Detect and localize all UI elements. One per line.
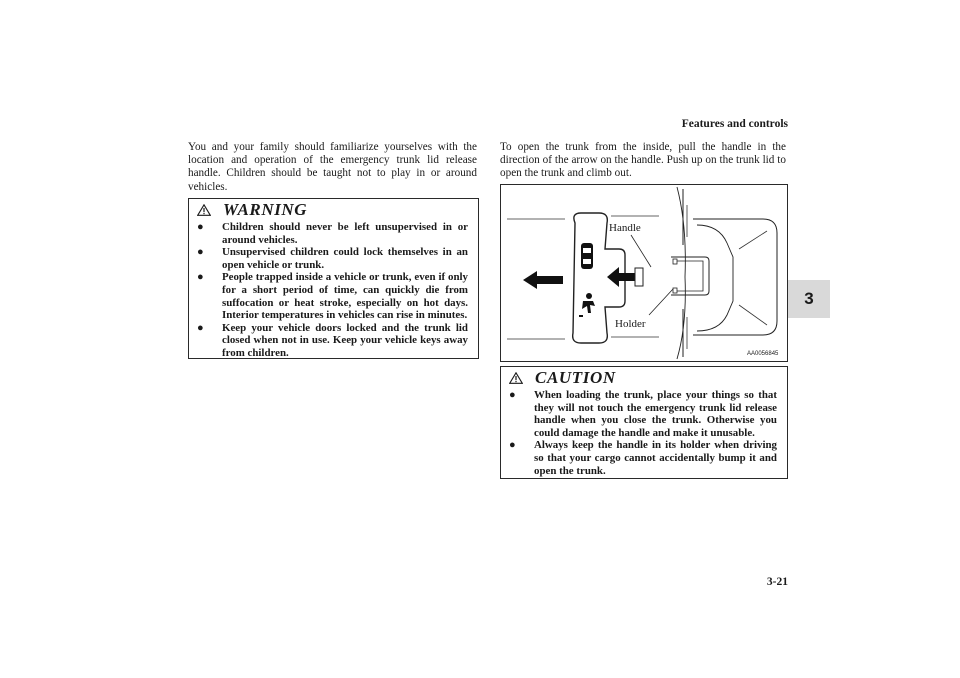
bullet-icon: ● (509, 389, 516, 401)
page-header: Features and controls (681, 118, 788, 130)
car-trunk-glyph-icon (581, 243, 593, 269)
intro-paragraph: You and your family should familiarize yourselves with the location and operation of the emergency trunk lid release handle. Children should be taught not to play in or around vehicles. (188, 141, 477, 193)
warning-list (189, 221, 478, 366)
right-column (500, 141, 786, 181)
warning-title: WARNING (223, 200, 308, 219)
caution-item: ● When loading the trunk, place your things so that they will not touch the emergency trunk lid release handle when you close the trunk. Otherwise you could damage the handle and make it unusable. (509, 389, 777, 439)
bullet-icon: ● (197, 271, 204, 284)
warning-title-bar (189, 199, 478, 221)
caution-box (500, 366, 788, 479)
warning-triangle-icon (509, 372, 523, 384)
bullet-icon: ● (197, 221, 204, 233)
caution-title-bar (501, 367, 787, 389)
caution-list (501, 389, 787, 483)
warning-box (188, 198, 479, 359)
warning-item: ● Keep your vehicle doors locked and the trunk lid closed when not in use. Keep your vehicle keys away from children. (197, 321, 468, 359)
pull-direction-arrow-icon (523, 271, 563, 289)
figure-code: AA0056845 (747, 351, 779, 357)
caution-title: CAUTION (535, 368, 616, 387)
trunk-release-figure (500, 184, 788, 362)
warning-item: ● People trapped inside a vehicle or trunk, even if only for a short period of time, can quickly die from suffocation or heat stroke, especially on hot days. Interior temperatures in vehicles can rise in minutes. (197, 271, 468, 322)
bullet-icon: ● (197, 246, 204, 259)
warning-item: ● Unsupervised children could lock themselves in an open vehicle or trunk. (197, 246, 468, 271)
bullet-icon: ● (197, 321, 204, 334)
warning-item: ● Children should never be left unsupervised in or around vehicles. (197, 221, 468, 246)
page-number: 3-21 (766, 576, 788, 588)
instruction-paragraph: To open the trunk from the inside, pull the handle in the direction of the arrow on the handle. Push up on the trunk lid to open the trunk and climb out. (500, 141, 786, 180)
chapter-tab: 3 (788, 280, 830, 318)
bullet-icon: ● (509, 439, 516, 452)
left-column (188, 141, 477, 194)
caution-item: ● Always keep the handle in its holder when driving so that your cargo cannot accidentally bump it and open the trunk. (509, 439, 777, 477)
trunk-release-illustration (501, 185, 787, 361)
holder-label: Holder (615, 318, 646, 330)
handle-label: Handle (609, 222, 641, 234)
warning-triangle-icon (197, 204, 211, 216)
